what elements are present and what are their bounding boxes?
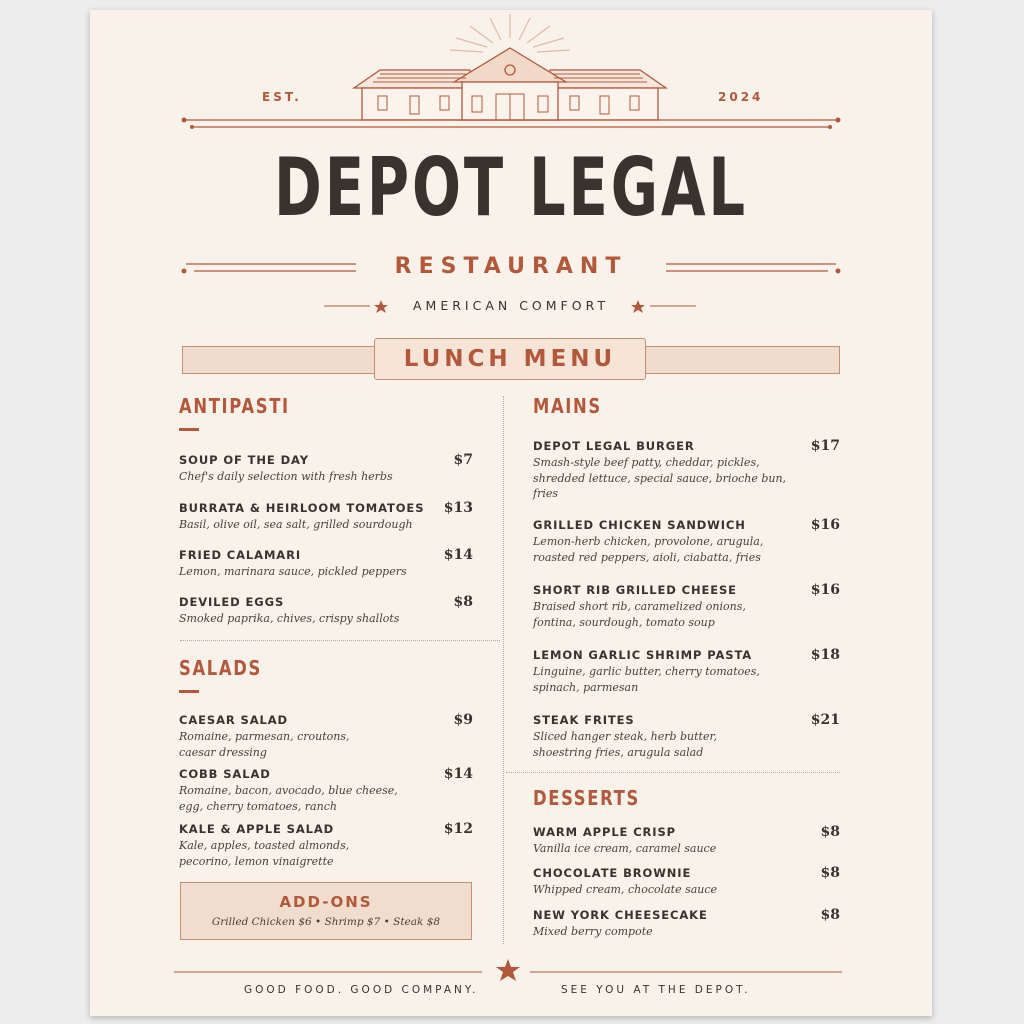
item-price: $14: [443, 547, 473, 563]
page-title: DEPOT LEGAL: [274, 141, 748, 234]
column-divider: [503, 396, 504, 944]
addons-box: [180, 882, 472, 940]
tagline: AMERICAN COMFORT: [412, 298, 609, 313]
item-price: $7: [453, 452, 473, 468]
est-label: EST.: [262, 90, 302, 104]
item-price: $8: [820, 824, 840, 840]
footer-right: SEE YOU AT THE DEPOT.: [561, 984, 751, 996]
item-price: $8: [820, 907, 840, 923]
menu-item: COBB SALAD Romaine, bacon, avocado, blue cheese, egg, cherry tomatoes, ranch: [179, 767, 398, 813]
item-price: $17: [810, 438, 840, 454]
star-icon: [496, 959, 520, 981]
menu-item: GRILLED CHICKEN SANDWICH Lemon-herb chicken, provolone, arugula, roasted red peppers, aioli, ciabatta, fries: [533, 518, 764, 564]
item-price: $18: [810, 647, 840, 663]
footer-rule: [90, 956, 932, 986]
footer-left: GOOD FOOD. GOOD COMPANY.: [244, 984, 479, 996]
addons-title: ADD-ONS: [279, 893, 373, 911]
section-title-antipasti: ANTIPASTI: [179, 394, 290, 418]
item-price: $13: [443, 500, 473, 516]
section-rule: [179, 428, 199, 431]
section-title-desserts: DESSERTS: [533, 786, 640, 810]
header-rule: [90, 110, 932, 140]
menu-item: CHOCOLATE BROWNIE Whipped cream, chocolate sauce: [533, 866, 718, 896]
menu-item: STEAK FRITES Sliced hanger steak, herb butter, shoestring fries, arugula salad: [533, 713, 718, 759]
item-price: $16: [810, 517, 840, 533]
section-title-salads: SALADS: [179, 656, 262, 680]
est-year: 2024: [718, 90, 764, 104]
section-title-mains: MAINS: [533, 394, 602, 418]
menu-item: WARM APPLE CRISP Vanilla ice cream, caramel sauce: [533, 825, 717, 855]
item-price: $14: [443, 766, 473, 782]
section-rule: [179, 690, 199, 693]
item-price: $16: [810, 582, 840, 598]
menu-item: CAESAR SALAD Romaine, parmesan, croutons, caesar dressing: [179, 713, 350, 759]
menu-banner-label: LUNCH MENU: [374, 338, 646, 380]
menu-item: NEW YORK CHEESECAKE Mixed berry compote: [533, 908, 708, 938]
page-subtitle: RESTAURANT: [394, 254, 628, 279]
menu-item: DEVILED EGGS Smoked paprika, chives, crispy shallots: [179, 595, 400, 625]
menu-item: SOUP OF THE DAY Chef's daily selection with fresh herbs: [179, 453, 393, 483]
menu-item: BURRATA & HEIRLOOM TOMATOES Basil, olive oil, sea salt, grilled sourdough: [179, 501, 425, 531]
item-price: $9: [453, 712, 473, 728]
menu-item: FRIED CALAMARI Lemon, marinara sauce, pickled peppers: [179, 548, 407, 578]
item-price: $8: [453, 594, 473, 610]
menu-item: DEPOT LEGAL BURGER Smash-style beef patty, cheddar, pickles, shredded lettuce, special sauce, brioche bun, fries: [533, 439, 787, 500]
item-price: $8: [820, 865, 840, 881]
menu-card: [90, 10, 932, 1016]
menu-item: SHORT RIB GRILLED CHEESE Braised short rib, caramelized onions, fontina, sourdough, tomato soup: [533, 583, 746, 629]
section-divider: [180, 640, 500, 641]
item-price: $21: [810, 712, 840, 728]
addons-text: Grilled Chicken $6 • Shrimp $7 • Steak $8: [211, 916, 441, 928]
section-divider: [506, 772, 840, 773]
item-price: $12: [443, 821, 473, 837]
menu-item: KALE & APPLE SALAD Kale, apples, toasted almonds, pecorino, lemon vinaigrette: [179, 822, 350, 868]
menu-item: LEMON GARLIC SHRIMP PASTA Linguine, garlic butter, cherry tomatoes, spinach, parmesan: [533, 648, 760, 694]
